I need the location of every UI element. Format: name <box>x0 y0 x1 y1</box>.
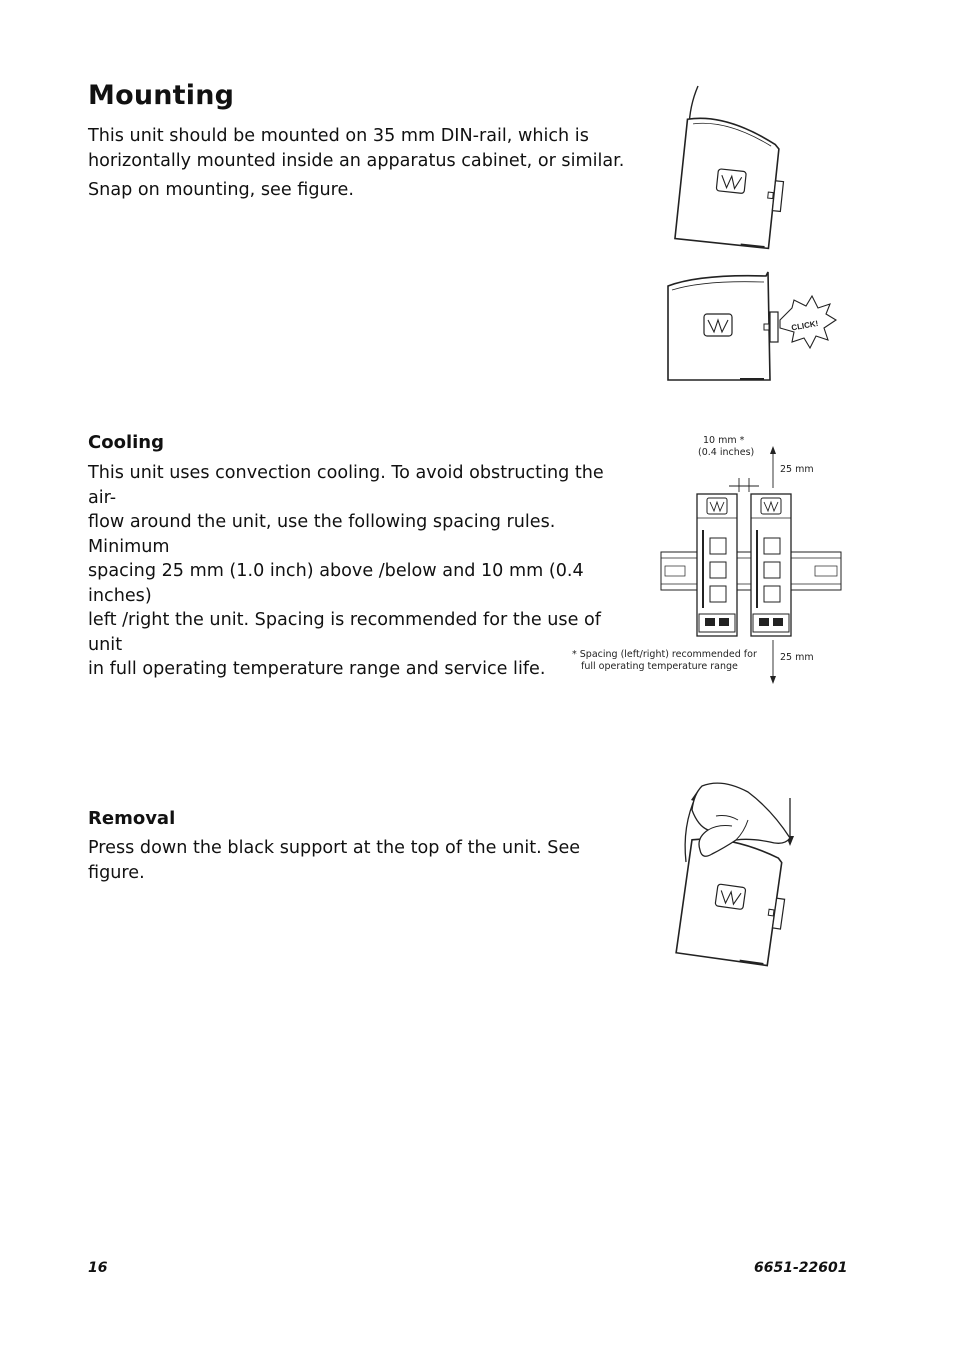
cooling-paragraph <box>88 461 628 682</box>
cooling-line: flow around the unit, use the following spacing rules. Minimum <box>88 512 556 557</box>
document-number: 6651-22601 <box>754 1260 848 1276</box>
click-label: CLICK! <box>790 318 819 333</box>
snap-on-figure-step1 <box>660 84 800 254</box>
mounting-text-line2: horizontally mounted inside an apparatus cabinet, or similar. <box>88 150 625 171</box>
spacing-footnote-line2: full operating temperature range <box>581 661 738 672</box>
mounting-paragraph <box>88 124 628 173</box>
page-title: Mounting <box>88 80 235 111</box>
removal-heading: Removal <box>88 808 176 829</box>
spacing-lr-label: 10 mm * <box>703 435 745 446</box>
removal-figure <box>652 780 812 970</box>
page-number: 16 <box>88 1260 108 1276</box>
spacing-bottom-label: 25 mm <box>780 652 814 663</box>
snap-on-figure-step2 <box>660 268 840 388</box>
spacing-footnote-line1: * Spacing (left/right) recommended for <box>572 649 757 660</box>
spacing-top-label: 25 mm <box>780 464 814 475</box>
cooling-line: spacing 25 mm (1.0 inch) above /below and 10 mm (0.4 inches) <box>88 561 584 606</box>
mounting-text-line1: This unit should be mounted on 35 mm DIN-rail, which is <box>88 126 589 146</box>
spacing-lr-inches-label: (0.4 inches) <box>698 447 755 458</box>
cooling-line: left /right the unit. Spacing is recommended for the use of unit <box>88 610 601 655</box>
cooling-line: This unit uses convection cooling. To avoid obstructing the air- <box>88 463 604 508</box>
removal-text: Press down the black support at the top of the unit. See figure. <box>88 838 581 883</box>
cooling-heading: Cooling <box>88 432 164 453</box>
cooling-line: in full operating temperature range and service life. <box>88 659 546 679</box>
snap-on-text: Snap on mounting, see figure. <box>88 180 354 200</box>
